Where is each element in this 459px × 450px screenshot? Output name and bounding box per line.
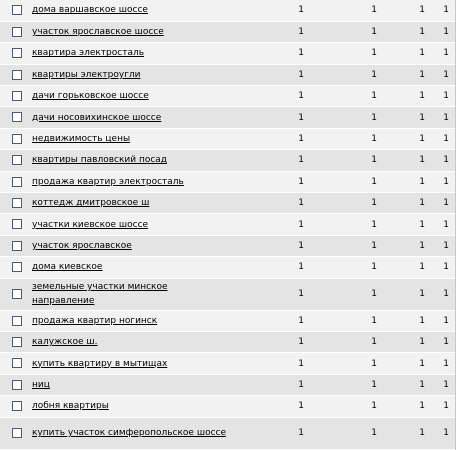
value-cell-4: 1 [427,107,455,128]
keyword-cell [22,353,227,374]
row-checkbox[interactable] [12,262,22,272]
keyword-cell [22,278,227,310]
table-row [0,278,455,310]
keyword-link[interactable]: купить квартиру в мытищах [32,358,168,369]
value-cell-4: 1 [427,353,455,374]
keyword-link[interactable]: земельные участки минское направление [32,282,168,307]
row-checkbox-cell [0,107,22,128]
table-row [0,150,455,171]
value-cell-3: 1 [379,86,427,107]
row-checkbox[interactable] [12,155,22,165]
value-cell-3: 1 [379,21,427,42]
value-cell-3: 1 [379,0,427,21]
table-row [0,417,455,449]
row-checkbox[interactable] [12,112,22,122]
row-checkbox-cell [0,235,22,256]
row-checkbox[interactable] [12,219,22,229]
value-cell-4: 1 [427,21,455,42]
row-checkbox[interactable] [12,134,22,144]
keyword-link[interactable]: недвижимость цены [32,134,131,145]
value-cell-3: 1 [379,310,427,331]
table-row [0,374,455,395]
keyword-cell [22,0,227,21]
value-cell-4: 1 [427,128,455,149]
row-checkbox-cell [0,150,22,171]
value-cell-1: 1 [227,278,306,310]
value-cell-3: 1 [379,417,427,449]
keyword-cell [22,128,227,149]
value-cell-2: 1 [306,171,379,192]
row-checkbox-cell [0,171,22,192]
value-cell-2: 1 [306,0,379,21]
table-row [0,43,455,64]
keyword-link[interactable]: квартиры павловский посад [32,155,168,166]
table-row [0,21,455,42]
value-cell-3: 1 [379,257,427,278]
row-checkbox[interactable] [12,48,22,58]
row-checkbox-cell [0,214,22,235]
value-cell-2: 1 [306,310,379,331]
keyword-link[interactable]: участки киевское шоссе [32,219,149,230]
value-cell-2: 1 [306,331,379,352]
value-cell-3: 1 [379,64,427,85]
row-checkbox[interactable] [12,91,22,101]
keyword-cell [22,171,227,192]
value-cell-4: 1 [427,193,455,214]
value-cell-3: 1 [379,331,427,352]
keyword-cell [22,193,227,214]
keyword-cell [22,214,227,235]
value-cell-1: 1 [227,331,306,352]
keyword-link[interactable]: ниц [32,379,50,390]
value-cell-3: 1 [379,235,427,256]
value-cell-2: 1 [306,128,379,149]
value-cell-2: 1 [306,43,379,64]
row-checkbox[interactable] [12,198,22,208]
keyword-link[interactable]: дома киевское [32,262,103,273]
value-cell-3: 1 [379,171,427,192]
value-cell-4: 1 [427,235,455,256]
value-cell-3: 1 [379,374,427,395]
row-checkbox-cell [0,21,22,42]
value-cell-3: 1 [379,353,427,374]
value-cell-1: 1 [227,310,306,331]
value-cell-4: 1 [427,396,455,417]
row-checkbox-cell [0,128,22,149]
value-cell-1: 1 [227,235,306,256]
table-row [0,331,455,352]
table-row [0,353,455,374]
value-cell-3: 1 [379,128,427,149]
value-cell-1: 1 [227,374,306,395]
value-cell-1: 1 [227,0,306,21]
value-cell-1: 1 [227,353,306,374]
row-checkbox-cell [0,257,22,278]
value-cell-1: 1 [227,107,306,128]
row-checkbox[interactable] [12,27,22,37]
value-cell-2: 1 [306,214,379,235]
value-cell-4: 1 [427,278,455,310]
value-cell-2: 1 [306,64,379,85]
value-cell-3: 1 [379,150,427,171]
value-cell-1: 1 [227,171,306,192]
value-cell-4: 1 [427,43,455,64]
keyword-link[interactable]: дачи горьковское шоссе [32,91,149,102]
row-checkbox[interactable] [12,5,22,15]
keyword-cell [22,86,227,107]
value-cell-2: 1 [306,150,379,171]
keyword-link[interactable]: купить участок симферопольское шоссе [32,428,227,439]
keyword-cell [22,374,227,395]
table-row [0,214,455,235]
value-cell-2: 1 [306,257,379,278]
keyword-cell [22,107,227,128]
keyword-link[interactable]: калужское ш. [32,337,98,348]
row-checkbox-cell [0,331,22,352]
value-cell-4: 1 [427,214,455,235]
value-cell-2: 1 [306,21,379,42]
value-cell-1: 1 [227,150,306,171]
table-row [0,193,455,214]
table-row [0,171,455,192]
value-cell-1: 1 [227,64,306,85]
value-cell-4: 1 [427,86,455,107]
table-row [0,128,455,149]
row-checkbox-cell [0,396,22,417]
value-cell-2: 1 [306,278,379,310]
keyword-link[interactable]: квартира электросталь [32,48,145,59]
row-checkbox[interactable] [12,358,22,368]
keyword-cell [22,396,227,417]
keyword-link[interactable]: продажа квартир электросталь [32,176,184,187]
row-checkbox-cell [0,374,22,395]
keyword-cell [22,417,227,449]
table-row [0,0,455,21]
value-cell-1: 1 [227,43,306,64]
value-cell-1: 1 [227,21,306,42]
keyword-cell [22,43,227,64]
value-cell-2: 1 [306,235,379,256]
row-checkbox[interactable] [12,241,22,251]
value-cell-2: 1 [306,193,379,214]
keyword-link[interactable]: дома варшавское шоссе [32,5,148,16]
table-row [0,396,455,417]
row-checkbox[interactable] [12,428,22,438]
keyword-link[interactable]: участок ярославское [32,240,132,251]
table-row [0,235,455,256]
value-cell-2: 1 [306,86,379,107]
keyword-cell [22,331,227,352]
value-cell-3: 1 [379,43,427,64]
row-checkbox-cell [0,193,22,214]
row-checkbox-cell [0,278,22,310]
keyword-cell [22,257,227,278]
value-cell-3: 1 [379,193,427,214]
keyword-cell [22,150,227,171]
value-cell-2: 1 [306,374,379,395]
value-cell-4: 1 [427,0,455,21]
value-cell-4: 1 [427,310,455,331]
keyword-link[interactable]: квартиры электроугли [32,69,141,80]
value-cell-2: 1 [306,417,379,449]
keyword-link[interactable]: лобня квартиры [32,401,109,412]
value-cell-3: 1 [379,107,427,128]
table-row [0,257,455,278]
keyword-cell [22,235,227,256]
value-cell-1: 1 [227,417,306,449]
value-cell-1: 1 [227,257,306,278]
table-row [0,310,455,331]
row-checkbox[interactable] [12,380,22,390]
keyword-link[interactable]: дачи носовихинское шоссе [32,112,162,123]
row-checkbox-cell [0,64,22,85]
value-cell-3: 1 [379,396,427,417]
row-checkbox[interactable] [12,316,22,326]
row-checkbox-cell [0,86,22,107]
row-checkbox-cell [0,353,22,374]
value-cell-1: 1 [227,214,306,235]
value-cell-4: 1 [427,257,455,278]
keyword-cell [22,21,227,42]
keyword-link[interactable]: участок ярославское шоссе [32,27,164,38]
value-cell-1: 1 [227,396,306,417]
value-cell-1: 1 [227,128,306,149]
keyword-cell [22,64,227,85]
value-cell-4: 1 [427,374,455,395]
value-cell-1: 1 [227,86,306,107]
row-checkbox[interactable] [12,177,22,187]
row-checkbox[interactable] [12,337,22,347]
row-checkbox[interactable] [12,289,22,299]
keyword-link[interactable]: продажа квартир ногинск [32,315,158,326]
row-checkbox-cell [0,310,22,331]
value-cell-4: 1 [427,417,455,449]
keyword-link[interactable]: коттедж дмитровское ш [32,198,150,209]
value-cell-4: 1 [427,64,455,85]
value-cell-4: 1 [427,171,455,192]
row-checkbox-cell [0,417,22,449]
value-cell-3: 1 [379,214,427,235]
table-row [0,64,455,85]
table-row [0,107,455,128]
value-cell-4: 1 [427,150,455,171]
value-cell-1: 1 [227,193,306,214]
value-cell-3: 1 [379,278,427,310]
value-cell-4: 1 [427,331,455,352]
value-cell-2: 1 [306,353,379,374]
row-checkbox-cell [0,0,22,21]
keyword-cell [22,310,227,331]
value-cell-2: 1 [306,396,379,417]
row-checkbox[interactable] [12,70,22,80]
row-checkbox[interactable] [12,401,22,411]
table-row [0,86,455,107]
row-checkbox-cell [0,43,22,64]
value-cell-2: 1 [306,107,379,128]
